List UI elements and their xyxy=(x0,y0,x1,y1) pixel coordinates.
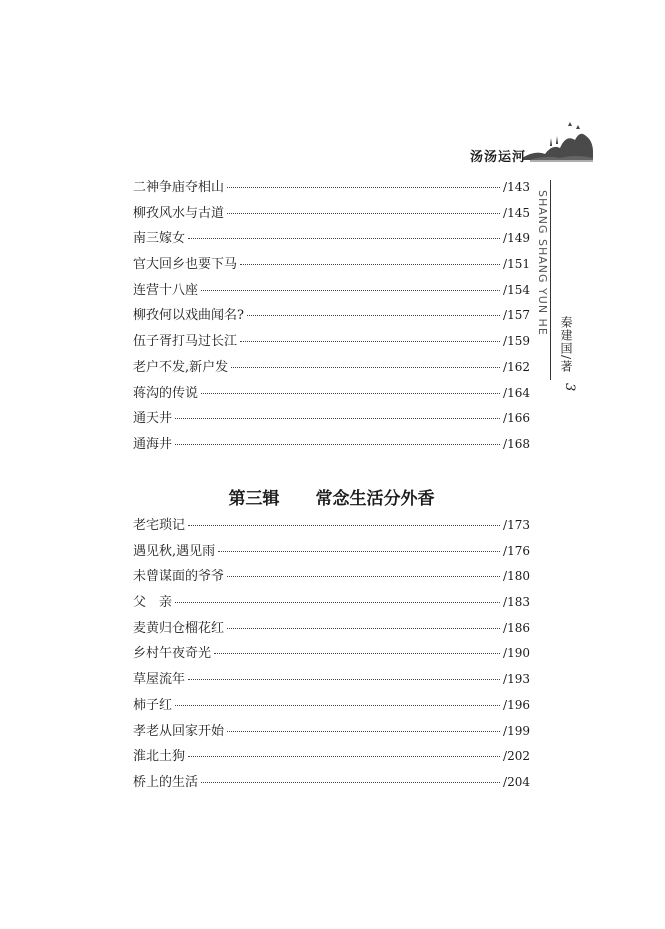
toc-entry-title: 孝老从回家开始 xyxy=(133,723,225,739)
toc-entry-page: /196 xyxy=(503,697,530,712)
section-heading xyxy=(133,484,530,509)
toc-entry-page: /190 xyxy=(503,646,530,661)
toc-entry[interactable] xyxy=(133,382,530,408)
toc-entry-page: /199 xyxy=(503,723,530,738)
vertical-rule xyxy=(550,180,551,380)
toc-entry[interactable] xyxy=(133,565,530,591)
toc-entry-page: /149 xyxy=(503,231,530,246)
book-title-pinyin: SHANG SHANG YUN HE xyxy=(536,190,549,336)
toc-entry-page: /180 xyxy=(503,569,530,584)
toc-entry-page: /164 xyxy=(503,385,530,400)
toc-leader-dots xyxy=(214,652,500,654)
toc-entry[interactable] xyxy=(133,642,530,668)
toc-entry[interactable] xyxy=(133,356,530,382)
toc-leader-dots xyxy=(175,443,500,445)
toc-entry-title: 老户不发,新户发 xyxy=(133,359,229,375)
toc-entry[interactable] xyxy=(133,514,530,540)
book-title: 汤汤运河 xyxy=(470,150,527,165)
toc-leader-dots xyxy=(201,392,500,394)
toc-leader-dots xyxy=(218,550,500,552)
toc-leader-dots xyxy=(175,417,500,419)
toc-entry[interactable] xyxy=(133,279,530,305)
toc-entry-page: /168 xyxy=(503,436,530,451)
toc-leader-dots xyxy=(231,366,500,368)
toc-list xyxy=(133,176,530,459)
toc-entry-page: /143 xyxy=(503,180,530,194)
toc-entry[interactable] xyxy=(133,202,530,228)
toc-entry-title: 桥上的生活 xyxy=(133,774,199,790)
toc-entry-page: /151 xyxy=(503,257,530,272)
toc-entry-title: 南三嫁女 xyxy=(133,231,186,247)
toc-leader-dots xyxy=(247,314,500,316)
toc-entry[interactable] xyxy=(133,540,530,566)
toc-leader-dots xyxy=(227,212,500,214)
section-number: 第三辑 xyxy=(228,489,280,509)
toc-entry-title: 遇见秋,遇见雨 xyxy=(133,543,216,559)
toc-entry[interactable] xyxy=(133,304,530,330)
toc-entry[interactable] xyxy=(133,771,530,797)
toc-leader-dots xyxy=(175,704,500,706)
toc-entry-page: /186 xyxy=(503,620,530,635)
toc-entry-page: /193 xyxy=(503,672,530,687)
toc-entry-title: 二神争庙夺相山 xyxy=(133,180,225,195)
toc-entry[interactable] xyxy=(133,694,530,720)
toc-entry[interactable] xyxy=(133,591,530,617)
toc-entry-title: 连营十八座 xyxy=(133,282,199,298)
toc-entry-page: /173 xyxy=(503,518,530,532)
toc-leader-dots xyxy=(188,237,500,239)
toc-entry-page: /204 xyxy=(503,774,530,789)
toc-leader-dots xyxy=(188,524,500,526)
toc-entry-title: 父 亲 xyxy=(133,595,173,611)
toc-entry-title: 淮北土狗 xyxy=(133,749,186,765)
section-name: 常念生活分外香 xyxy=(315,489,435,509)
toc-entry[interactable] xyxy=(133,433,530,459)
toc-entry-title: 伍子胥打马过长江 xyxy=(133,334,238,350)
toc-entry-title: 蒋沟的传说 xyxy=(133,385,199,401)
toc-leader-dots xyxy=(227,575,500,577)
toc-entry[interactable] xyxy=(133,745,530,771)
author-credit: 秦建国/著 xyxy=(559,316,573,374)
toc-entry[interactable] xyxy=(133,407,530,433)
toc-entry-title: 柳孜何以戏曲闻名? xyxy=(133,308,244,324)
toc-entry-page: /157 xyxy=(503,308,530,323)
toc-entry-title: 麦黄归仓榴花红 xyxy=(133,620,225,636)
toc-leader-dots xyxy=(188,678,500,680)
toc-entry[interactable] xyxy=(133,617,530,643)
toc-entry-title: 通天井 xyxy=(133,411,173,427)
toc-entry[interactable] xyxy=(133,720,530,746)
toc-leader-dots xyxy=(240,263,500,265)
toc-entry-page: /154 xyxy=(503,282,530,297)
toc-leader-dots xyxy=(227,186,500,188)
toc-entry-page: /159 xyxy=(503,334,530,349)
toc-entry-title: 柳孜风水与古道 xyxy=(133,205,225,221)
toc-leader-dots xyxy=(240,340,500,342)
toc-entry-title: 草屋流年 xyxy=(133,672,186,688)
toc-entry[interactable] xyxy=(133,227,530,253)
toc-leader-dots xyxy=(175,601,500,603)
toc-leader-dots xyxy=(201,781,500,783)
toc-entry-title: 未曾谋面的爷爷 xyxy=(133,569,225,585)
toc-entry-title: 通海井 xyxy=(133,436,173,452)
toc-entry[interactable] xyxy=(133,668,530,694)
toc-entry-title: 乡村午夜奇光 xyxy=(133,646,212,662)
landscape-ink-painting-icon xyxy=(520,120,595,165)
toc-entry[interactable] xyxy=(133,330,530,356)
toc-entry-title: 老宅琐记 xyxy=(133,518,186,533)
toc-entry-page: /145 xyxy=(503,205,530,220)
toc-entry-page: /183 xyxy=(503,595,530,610)
toc-entry-page: /176 xyxy=(503,543,530,558)
toc-list xyxy=(133,514,530,797)
toc-entry-page: /202 xyxy=(503,749,530,764)
toc-entry-title: 柿子红 xyxy=(133,697,173,713)
toc-leader-dots xyxy=(227,730,500,732)
toc-entry-page: /162 xyxy=(503,359,530,374)
toc-entry[interactable] xyxy=(133,176,530,202)
toc-leader-dots xyxy=(201,289,500,291)
toc-entry-title: 官大回乡也要下马 xyxy=(133,257,238,273)
toc-entry-page: /166 xyxy=(503,411,530,426)
toc-leader-dots xyxy=(227,627,500,629)
page-number: 3 xyxy=(562,383,577,392)
toc-entry[interactable] xyxy=(133,253,530,279)
toc-leader-dots xyxy=(188,755,500,757)
